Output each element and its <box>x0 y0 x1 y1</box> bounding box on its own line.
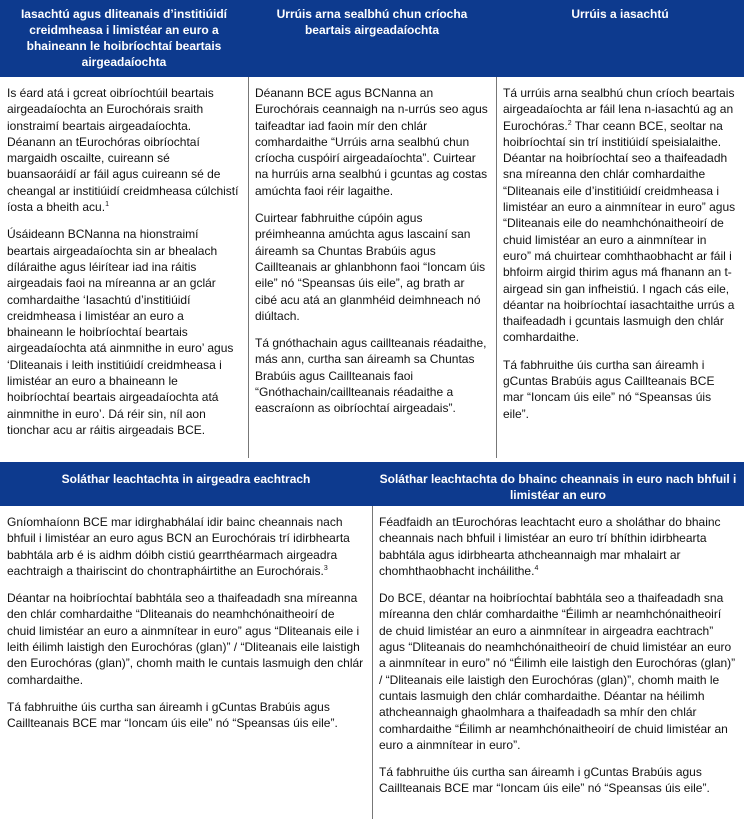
bottom-col2-body <box>372 506 744 819</box>
column-divider <box>496 77 497 458</box>
bottom-header-col1: Soláthar leachtachta in airgeadra eachtrach <box>61 472 311 486</box>
paragraph: Tá fabhruithe úis curtha san áireamh i gCuntas Brabúis agus Caillteanais BCE mar “Ioncam úis eile” nó “Speansas úis eile”. <box>7 699 338 731</box>
paragraph: Do BCE, déantar na hoibríochtaí babhtála seo a thaifeadadh sna míreanna den chlár comhardaithe “Éilimh ar neamhchónaitheoirí de chuid limistéar an euro a ainmnítear in airgeadra eachtrach” agus “Dliteanais do neamhchónaitheoirí de chuid limistéar an euro a ainmnítear in euro” nó “Éilimh eile laistigh den Eurochóras (glan)” / “Dliteanais eile laistigh den Eurochóras (glan)”, chomh maith le cuntais lasmuigh den chlár comhardaithe. Déantar na héilimh athcheannaigh ghaolmhara a thaifeadadh sa mhír den chlár comhardaithe “Éilimh ar neamhchónaitheoirí de chuid limistéar an euro a ainmnítear in euro”. <box>379 591 736 752</box>
bottom-header-col2: Soláthar leachtachta do bhainc cheannais in euro nach bhfuil i limistéar an euro <box>379 472 737 502</box>
paragraph: Déantar na hoibríochtaí babhtála seo a thaifeadadh sna míreanna den chlár comhardaithe “Dliteanais do neamhchónaitheoirí de chuid limistéar an euro a ainmnítear in euro” agus “Dliteanais eile i leith éilimh laistigh den Eurochóras (glan)” / “Dliteanais eile laistigh den Eurochóras (glan)”, chomh maith le cuntais lasmuigh den chlár comhardaithe. <box>7 591 364 687</box>
column-divider <box>248 77 249 458</box>
paragraph: Tá urrúis arna sealbhú chun críoch beartais airgeadaíochta ar fáil lena n-iasachtú ag an Eurochóras.$^2$ Thar ceann BCE, seoltar na hoibríochtaí sin trí institiúidí speisialaithe. Déantar na hoibríochtaí seo a thaifeadadh sna míreanna den chlár comhardaithe “Dliteanais eile d’institiúidí creidmheasa i limistéar an euro a ainmnítear in euro” agus “Dliteanais eile do neamhchónaitheoirí de chuid limistéar an euro a ainmnítear in euro” má chuirtear comhthaobhacht ar fáil i bhfoirm airgid thirim agus má fhanann an t-airgead sin gan infheistiú. I ngach cás eile, déantar na hoibríochtaí iasachtaithe urrús a thaifeadadh i gcuntais lasmuigh den chlár comhardaithe. <box>503 86 736 345</box>
column-divider <box>372 506 373 819</box>
paragraph: Déanann BCE agus BCNanna an Eurochórais ceannaigh na n-urrús seo agus taifeadtar iad faoin mír den chlár comhardaithe “Urrúis arna sealbhú chun críocha cuspóirí airgeadaíochta”. Cuirtear na hurrúis arna sealbhú i gcuntas ag costas amúchta faoi réir lagaithe. <box>255 86 488 198</box>
top-header-col2: Urrúis arna sealbhú chun críocha beartais airgeadaíochta <box>276 7 468 37</box>
top-header-col1: Iasachtú agus dliteanais d’institiúidí creidmheasa i limistéar an euro a bhaineann le hoibríochtaí beartais airgeadaíochta <box>20 7 228 69</box>
paragraph: Féadfaidh an tEurochóras leachtacht euro a sholáthar do bhainc cheannais nach bhfuil i limistéar an euro trí bhíthin idirbhearta babhtála agus idirbhearta athcheannaigh mar mhalairt ar chomhthaobhacht incháilithe.$^4$ <box>379 515 721 578</box>
paragraph: Tá fabhruithe úis curtha san áireamh i gCuntas Brabúis agus Caillteanais BCE mar “Ioncam úis eile” nó “Speansas úis eile”. <box>379 765 710 796</box>
bottom-col1-body <box>0 506 372 819</box>
top-header-col3: Urrúis a iasachtú <box>571 7 669 21</box>
paragraph: Tá fabhruithe úis curtha san áireamh i gCuntas Brabúis agus Caillteanais BCE mar “Ioncam úis eile” nó “Speansas úis eile”. <box>503 357 715 421</box>
paragraph: Tá gnóthachain agus caillteanais réadaithe, más ann, curtha san áireamh sa Chuntas Brabúis agus Caillteanais faoi “Gnóthachain/caillteanais réadaithe a eascraíonn as oibríochtaí airgeadais”. <box>255 336 487 416</box>
paragraph: Úsáideann BCNanna na hionstraimí beartais airgeadaíochta sin ar bhealach díláraithe agus léirítear iad ina ráitis airgeadais faoi na míreanna ar an gclár comhardaithe ‘Iasachtú d’institiúidí creidmheasa i limistéar an euro a bhaineann le hoibríochtaí beartais airgeadaíochta atá ainmnithe in euro’ agus ‘Dliteanais i leith institiúidí creidmheasa i limistéar an euro a bhaineann le hoibríochtaí beartais airgeadaíochta atá ainmnithe in euro’. Dá réir sin, níl aon tionchar acu ar ráitis airgeadais BCE. <box>7 227 234 437</box>
paragraph: Cuirtear fabhruithe cúpóin agus préimheanna amúchta agus lascainí san áireamh sa Chuntas Brabúis agus Caillteanais ar ghlanbhonn faoi “Ioncam úis eile” nó “Speansas úis eile”, ag brath ar cibé acu atá an glanmhéid deimhneach nó diúltach. <box>255 211 486 323</box>
top-col3-body <box>496 77 744 458</box>
top-col2-body <box>248 77 496 458</box>
paragraph: Is éard atá i gcreat oibríochtúil beartais airgeadaíochta an Eurochórais sraith ionstraimí beartais airgeadaíochta. Déanann an tEurochóras oibríochtaí margaidh oscailte, cuireann sé buansaoráidí ar fáil agus cuireann sé de cheangal ar institiúidí creidmheasa cúlchistí íosta a bheith acu.$^1$ <box>7 86 239 215</box>
paragraph: Gníomhaíonn BCE mar idirghabhálaí idir bainc cheannais nach bhfuil i limistéar an euro agus BCN an Eurochórais trí idirbhearta babhtála arb é is aidhm dóibh cistiú gearrthéarmach airgeadra eachtraigh a thairiscint do chontrapháirtithe an Eurochórais.$^3$ <box>7 515 350 578</box>
top-col1-body <box>0 77 248 458</box>
